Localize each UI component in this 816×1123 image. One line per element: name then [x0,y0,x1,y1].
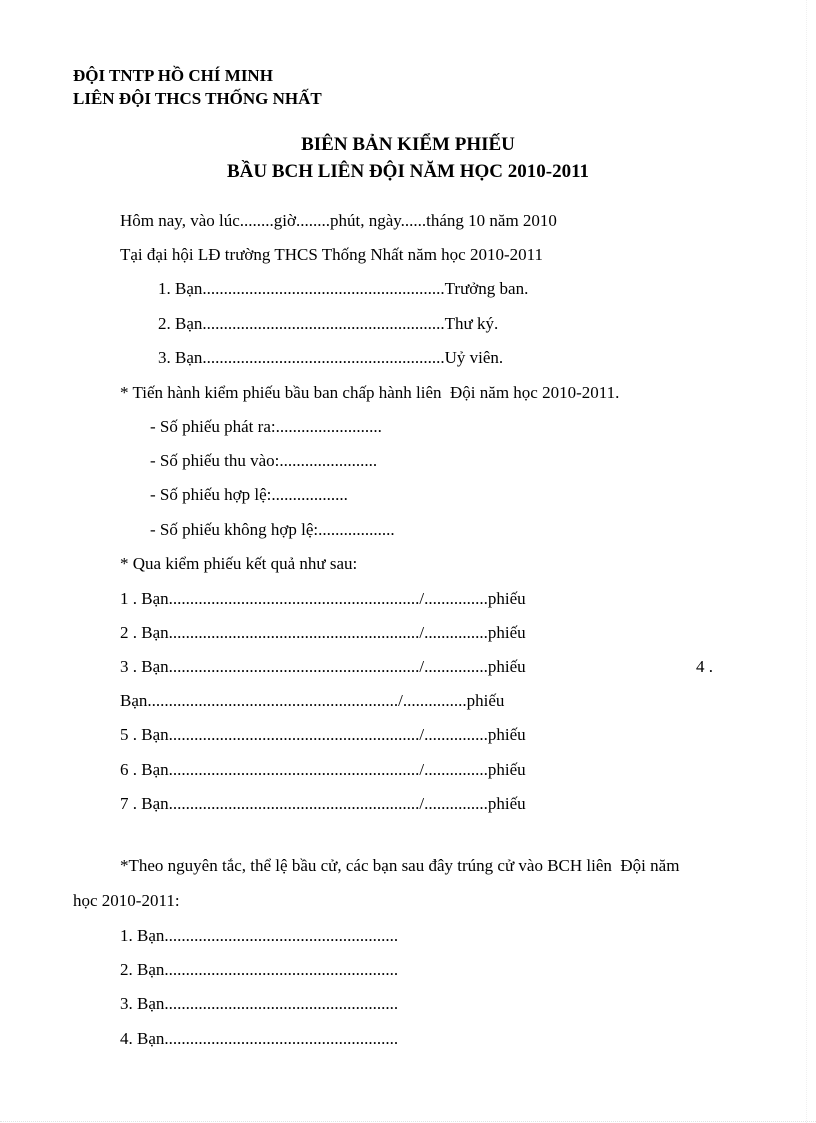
result-row: 6 . Bạn.........................................................../...............phiếu [120,760,526,779]
committee-secretary: 2. Bạn.........................................................Thư ký. [158,314,499,333]
organization-name: ĐỘI TNTP HỒ CHÍ MINH [73,66,273,85]
document-subtitle: BẦU BCH LIÊN ĐỘI NĂM HỌC 2010-2011 [226,161,590,182]
ballots-issued: - Số phiếu phát ra:......................... [150,417,382,436]
elected-item: 2. Bạn....................................................... [120,960,399,979]
page-right-edge [806,0,807,1123]
elected-item: 1. Bạn....................................................... [120,926,399,945]
result-row-number: 4 . [696,657,713,676]
meeting-place: Tại đại hội LĐ trường THCS Thống Nhất năm học 2010-2011 [120,245,544,264]
elected-statement: *Theo nguyên tắc, thể lệ bầu cử, các bạn sau đây trúng cử vào BCH liên Đội năm [120,856,680,875]
ballots-valid: - Số phiếu hợp lệ:.................. [150,485,348,504]
school-union-name: LIÊN ĐỘI THCS THỐNG NHẤT [73,89,322,108]
meeting-time: Hôm nay, vào lúc........giờ........phút, ngày......tháng 10 năm 2010 [120,211,557,230]
result-row: 3 . Bạn.........................................................../...............phiếu [120,657,526,676]
result-row: 1 . Bạn.........................................................../...............phiếu [120,589,526,608]
elected-item: 4. Bạn....................................................... [120,1029,399,1048]
committee-member: 3. Bạn.........................................................Uỷ viên. [158,348,504,367]
result-row: 7 . Bạn.........................................................../...............phiếu [120,794,526,813]
committee-chair: 1. Bạn.........................................................Trưởng ban. [158,279,529,298]
elected-statement-continued: học 2010-2011: [73,891,180,910]
elected-item: 3. Bạn....................................................... [120,994,399,1013]
page-bottom-edge [0,1121,816,1122]
document-title: BIÊN BẢN KIỂM PHIẾU [301,134,515,155]
ballots-invalid: - Số phiếu không hợp lệ:.................. [150,520,395,539]
counting-heading: * Tiến hành kiểm phiếu bầu ban chấp hành liên Đội năm học 2010-2011. [120,383,620,402]
results-heading: * Qua kiểm phiếu kết quả như sau: [120,554,358,573]
ballots-received: - Số phiếu thu vào:....................... [150,451,378,470]
result-row: 2 . Bạn.........................................................../...............phiếu [120,623,526,642]
result-row: 5 . Bạn.........................................................../...............phiếu [120,725,526,744]
result-row: Bạn.........................................................../...............phiếu [120,691,505,710]
